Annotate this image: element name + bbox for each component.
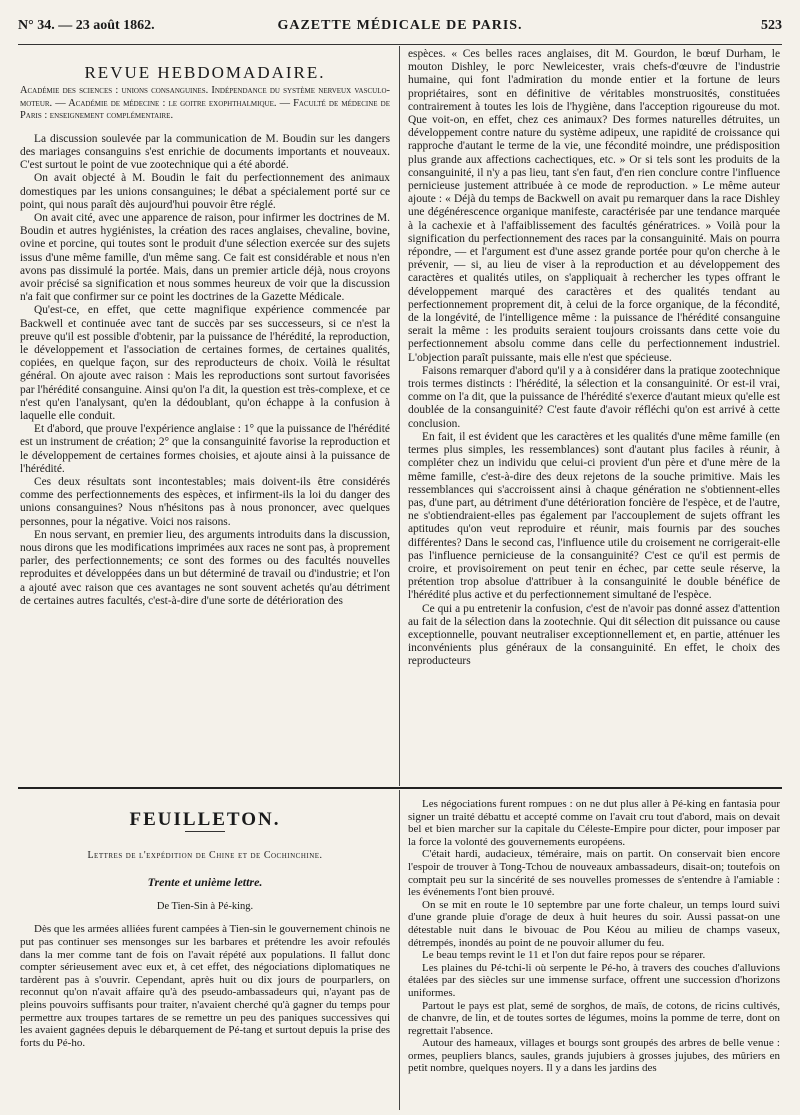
paragraph: Le beau temps revint le 11 et l'on dut faire repos pour se réparer. [422, 949, 706, 962]
revue-right-text [408, 48, 780, 669]
paragraph: Faisons remarquer d'abord qu'il y a à considérer dans la pratique zootechnique trois termes distincts : l'hérédité, la sélection et la consanguinité. Or est-il vrai, comme on l'a dit, que la puissance de l'hérédité s'exerce d'autant mieux qu'elle est doublée de la consanguinité? C'est faute d'avoir réfléchi qu'on est arrivé à cette conclusion. [408, 364, 780, 430]
paragraph: La discussion soulevée par la communication de M. Boudin sur les dangers des mariages consanguins s'est enrichie de documents importants et nouveaux. C'est surtout le point de vue zootechnique qui a été abordé. [20, 132, 390, 172]
paragraph: Dès que les armées alliées furent campées à Tien-sin le gouvernement chinois ne put pas continuer ses mensonges sur les barbares et prétendre les avoir refoulés dans la mer comme tant de fois on l'avait répété aux populations. Il fallut donc compter sérieusement avec eux et, à cet effet, des négociations diplomatiques ne tardèrent pas à s'ouvrir. Cependant, après huit ou dix jours de pourparlers, on reconnut qu'on n'avait affaire qu'à des pseudo-ambassadeurs qui, n'ayant pas de pleins pouvoirs suffisants pour traiter, n'avaient cherché qu'à gagner du temps pour permettre aux troupes tartares de se remettre un peu des paniques successives qui les avaient gagnées depuis le débarquement de Pé-tang et surtout depuis la prise des forts du Pé-ho. [20, 923, 390, 1049]
paragraph: Qu'est-ce, en effet, que cette magnifique expérience commencée par Backwell et continuée avec tant de succès par ses successeurs, si ce n'est la preuve qu'il est possible d'obtenir, par la puissance de l'hérédité, la reproduction, le développement et l'association de certaines formes, de certaines qualités, copiées, en quelque façon, sur des reproducteurs de choix. Voilà le résultat général. On ajoute avec raison : Mais les reproductions sont surtout favorisées par l'hérédité consanguine. Ainsi qu'on l'a dit, la question est très-complexe, et ce n'est qu'en l'analysant, qu'en la dédoublant, qu'on échappe à la confusion à laquelle elle conduit. [20, 304, 390, 422]
revue-right-column [408, 48, 780, 786]
paragraph: Les plaines du Pé-tchi-li où serpente le Pé-ho, à travers des couches d'alluvions étalées par des siècles sur une immense surface, offrent une succession d'horizons uniformes. [408, 961, 780, 999]
revue-subtitle: Académie des sciences : unions consanguines. Indépendance du système nerveux vasculo-moteur. — Académie de médecine : le goitre exophthalmique. — Faculté de médecine de Paris : enseignement complémentaire. [20, 85, 390, 122]
series-title: Lettres de l'expédition de Chine et de Cochinchine. [87, 849, 323, 861]
revue-title: REVUE HEBDOMADAIRE. [84, 63, 326, 82]
paragraph: Les négociations furent rompues : on ne dut plus aller à Pé-king en fantasia pour signer un traité débattu et accepté comme on l'avait cru tout d'abord, mais on devait bel et bien marcher sur la capitale du Céleste-Empire pour dicter, pour imposer par la force la volonté des gouvernements européens. [408, 798, 780, 848]
paragraph: C'était hardi, audacieux, téméraire, mais on partit. On conservait bien encore l'espoir de trouver à Tong-Tchou de nouveaux ambassadeurs, disait-on; toutefois on comptait peu sur la sincérité de ses nouvelles promesses de s'entendre à l'amiable : les événements l'ont bien prouvé. [408, 848, 780, 899]
feuilleton-left-text [20, 923, 390, 1049]
title-dash [185, 831, 225, 832]
paragraph: Partout le pays est plat, semé de sorghos, de maïs, de cotons, de ricins cultivés, de chanvre, de lin, et de toutes sortes de légumes, moins la pomme de terre, dont on regrettait l'absence. [408, 999, 780, 1037]
masthead [18, 12, 782, 44]
column-divider-top [399, 46, 400, 786]
paragraph: Autour des hameaux, villages et bourgs sont groupés des arbres de belle venue : ormes, peupliers blancs, saules, grands jujubiers à grosses jujubes, des mûriers en petit nombre, quelques noyers. Il y a dans les jardins des [408, 1037, 780, 1075]
paragraph: Ce qui a pu entretenir la confusion, c'est de n'avoir pas donné assez d'attention au fait de la sélection dans la zootechnie. Qui dit sélection dit puissance ou cause exceptionnelle, pouvant neutraliser exceptionnellement et, en partie, atténuer les inconvénients plus généraux de la consanguinité. En effet, le choix des reproducteurs [408, 602, 780, 668]
feuilleton-title: FEUILLETON. [129, 809, 281, 830]
column-divider-bottom [399, 790, 400, 1110]
newspaper-title: GAZETTE MÉDICALE DE PARIS. [277, 18, 523, 33]
feuilleton-right-text [408, 798, 780, 1075]
revue-left-text [20, 133, 390, 608]
paragraph: Ces deux résultats sont incontestables; mais doivent-ils être considérés comme des perfectionnements des espèces, et infirment-ils la loi du danger des unions consanguines? Nous n'hésitons pas à nous prononcer, avec quelques personnes, pour la négative. Voici nos raisons. [20, 475, 390, 528]
paragraph: Et d'abord, que prouve l'expérience anglaise : 1° que la puissance de l'hérédité est un instrument de création; 2° que la consanguinité favorise la reproduction et le développement de certaines formes choisies, et ajoute ainsi à la puissance de l'hérédité. [20, 423, 390, 475]
feuilleton-rule [18, 787, 782, 789]
paragraph: En nous servant, en premier lieu, des arguments introduits dans la discussion, nous dirons que les modifications imprimées aux races ne sont pas, à proprement parler, des perfectionnements; ce sont des formes ou des facultés nouvelles reproduites et développées dans un but déterminé de travail ou d'industrie; et l'on a ajouté avec raison que ces avantages ne sont souvent achetés qu'au détriment de certaines autres facultés, c'est-à-dire d'une sorte de détérioration des [20, 528, 390, 607]
issue-date: N° 34. — 23 août 1862. [18, 18, 155, 33]
feuilleton-left-column [20, 792, 390, 1110]
letter-title: Trente et unième lettre. [147, 875, 263, 890]
paragraph: On avait cité, avec une apparence de raison, pour infirmer les doctrines de M. Boudin et autres hygiénistes, la création des races anglaises, chevaline, bovine, ovine et porcine, qui toutes sont le produit d'une sélection exercée sur des sujets issus d'une même famille, d'un même sang. Ce fait est considérable et nous n'en avons pas dissimulé la portée. Mais, dans un premier article déjà, nous croyons avoir précisé sa signification et nous sommes heureux de voir que la discussion n'a fait que confirmer sur ce point les doctrines de la Gazette Médicale. [20, 211, 390, 304]
page-number: 523 [761, 18, 782, 33]
route-title: De Tien-Sin à Pé-king. [156, 900, 254, 912]
paragraph: On avait objecté à M. Boudin le fait du perfectionnement des animaux domestiques par les unions consanguines; le débat a spécialement porté sur ce point, qui nous paraît dès aujourd'hui pouvoir être réglé. [20, 172, 390, 211]
header-rule [18, 44, 782, 45]
revue-left-column [20, 56, 390, 786]
paragraph: On se mit en route le 10 septembre par une forte chaleur, un temps lourd suivi d'une grande pluie d'orage de deux à huit heures du soir. Aussi passat-on une détestable nuit dans le bivouac de Pou Kéou au milieu de champs vaseux, détrempés, inondés au point de ne pouvoir allumer du feu. [408, 898, 780, 949]
paragraph: espèces. « Ces belles races anglaises, dit M. Gourdon, le bœuf Durham, le mouton Dishley, le porc Newleicester, vrais chefs-d'œuvre de l'industrie humaine, qui font l'admiration du monde entier et la fortune de leurs propriétaires, sont en définitive de véritables monstruosités, constituées contrairement à toutes les lois de l'hygiène, dans l'acception rigoureuse du mot. Que voit-on, en effet, chez ces animaux? Des formes naturelles détruites, un développement contre nature du système adipeux, une rapidité de croissance qui rapproche d'autant le terme de la vie, une fécondité moindre, une prédisposition plus grande aux affections cachectiques, etc. » Or si tels sont les produits de la consanguinité, il n'y a pas lieu, tant s'en faut, d'en rien conclure contre l'influence pernicieuse justement attribuée à ce mode de reproduction. » Le même auteur ajoute : « Déjà du temps de Backwell on avait pu remarquer dans la race Dishley une dégénérescence organique manifeste, caractérisée par une tendance marquée à la cachexie et à l'affaiblissement des facultés génératrices. » Voilà pour la signification du perfectionnement des races par la consanguinité. Mais on pourra répondre, — et l'argument est d'une assez grande portée pour qu'on cherche à le prévenir, — si, au lieu de viser à la reproduction et au développement des caractères et qualités utiles, on s'appliquait à rechercher les types offrant le développement marqué des caractères et des qualités tendant au perfectionnement proprement dit, à celui de la force organique, de la fécondité, de la longévité, de l'intelligence même : la puissance de l'hérédité consanguine serait la même : les produits seraient toujours croissants dans cette voie du perfectionnement absolu comme dans celle du perfectionnement industriel. L'objection paraît puissante, mais elle n'est que spécieuse. [408, 48, 780, 364]
paragraph: En fait, il est évident que les caractères et les qualités d'une même famille (en termes plus simples, les ressemblances) sont d'autant plus faciles à réunir, à compléter chez un individu que celui-ci provient d'un père et d'une mère de la même famille, c'est-à-dire des deux rejetons de la souche primitive. Mais les ressemblances qui s'accroissent ainsi à chaque génération ne s'obtiennent-elles pas, d'une part, au détriment d'une détérioration foncière de l'espèce, et de l'autre, ne s'obtiendraient-elles pas également par l'accouplement de sujets offrant les aptitudes qu'on veut reproduire et réunir, mais fournis par des souches différentes? Dans le second cas, l'influence utile du croisement ne corrigerait-elle pas l'influence pernicieuse de la consanguinité? C'est ce qu'il est permis de croire, et provisoirement on peut tenir en échec, par cette seule réserve, la prétention trop absolue d'attribuer à la consanguinité le double bénéfice de l'hérédité plus active et du perfectionnement simultané de l'espèce. [408, 430, 780, 602]
feuilleton-right-column [408, 798, 780, 1110]
